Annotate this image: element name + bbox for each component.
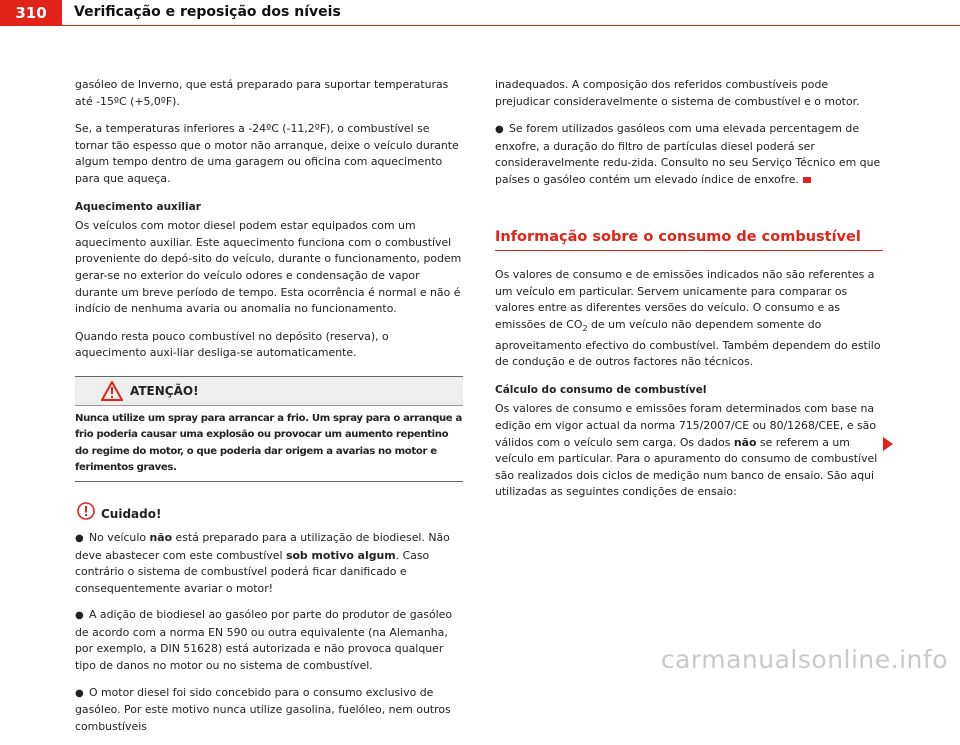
subheading-auxiliary-heating: Aquecimento auxiliar: [75, 200, 201, 213]
paragraph: Se, a temperaturas inferiores a -24ºC (-11,2ºF), o combustível se tornar tão espesso que o motor não arranque, deixe o veículo durante algum tempo dentro de uma garagem ou oficina com aquecimento para que aqueça.: [75, 122, 459, 185]
warning-header: [75, 377, 463, 406]
section-title-fuel-consumption: Informação sobre o consumo de combustível: [495, 229, 883, 252]
bullet-icon: ●: [75, 687, 84, 699]
paragraph: Os valores de consumo e de emissões indicados não são referentes a um veículo em particular. Servem unicamente para comparar os valores entre as diferentes versões do veículo. O consumo e as emissões de $CO_2$ de um veículo não dependem somente do aproveitamento efectivo do combustível. Também dependem do estilo de condução e de outros factores não técnicos.: [495, 268, 881, 369]
paragraph: inadequados. A composição dos referidos combustíveis pode prejudicar consideravelmente o sistema de combustível e o motor.: [495, 78, 860, 108]
paragraph: gasóleo de Inverno, que está preparado para suportar temperaturas até -15ºC (+5,0ºF).: [75, 78, 449, 108]
bullet-icon: ●: [495, 124, 504, 136]
warning-triangle-icon: [101, 381, 123, 401]
page-header: [0, 0, 960, 28]
right-column: [495, 77, 883, 512]
watermark: carmanualsonline.info: [660, 645, 948, 674]
chapter-title: Verificação e reposição dos níveis: [74, 4, 341, 20]
list-item: ● A adição de biodiesel ao gasóleo por parte do produtor de gasóleo de acordo com a norma EN 590 ou outra equivalente (na Alemanha, por exemplo, a DIN 51628) está autorizada e não provoca qualquer tipo de danos no motor ou no sistema de combustível.: [75, 608, 453, 673]
list-item: ● O motor diesel foi sido concebido para o consumo exclusivo de gasóleo. Por este motivo nunca utilize gasolina, fuelóleo, nem outros combustíveis: [75, 685, 451, 733]
bullet-icon: ●: [75, 610, 84, 622]
warning-box: [75, 376, 463, 482]
list-item: ● No veículo não está preparado para a utilização de biodiesel. Não deve abastecer com este combustível sob motivo algum. Caso contrário o sistema de combustível poderá ficar danificado e consequentemente avariar o motor!: [75, 530, 450, 595]
paragraph: Os valores de consumo e emissões foram determinados com base na edição em vigor actual da norma 715/2007/CE ou 80/1268/CEE, e são válidos com o veículo sem carga. Os dados não se referem a um veículo em particular. Para o apuramento do consumo de combustível são realizados dois ciclos de medição num banco de ensaio. São aqui utilizadas as seguintes condições de ensaio:: [495, 402, 878, 499]
caution-title: Cuidado!: [101, 506, 162, 521]
caution-icon: [77, 502, 95, 520]
continue-arrow-icon: [883, 437, 893, 451]
warning-title: ATENÇÃO!: [130, 383, 199, 398]
caution-header: [75, 502, 463, 526]
page-number: 310: [0, 0, 62, 26]
list-item: ● Se forem utilizados gasóleos com uma elevada percentagem de enxofre, a duração do filtro de partículas diesel poderá ser consideravelmente redu-zida. Consulto no seu Serviço Técnico em que países o gasóleo contém um elevado índice de enxofre.: [495, 122, 881, 186]
left-column: [75, 77, 463, 745]
header-divider: [62, 25, 960, 26]
bullet-icon: ●: [75, 532, 84, 544]
section-end-marker: [803, 177, 811, 183]
subheading-consumption-calc: Cálculo do consumo de combustível: [495, 383, 707, 396]
warning-text: Nunca utilize um spray para arrancar a frio. Um spray para o arranque a frio poderia causar uma explosão ou provocar um aumento repentino do regime do motor, o que poderia dar origem a avarias no motor e ferimentos graves.: [75, 412, 462, 474]
paragraph: Os veículos com motor diesel podem estar equipados com um aquecimento auxiliar. Este aquecimento funciona com o combustível proveniente do depó-sito do veículo, durante o funcionamento, podem gerar-se no exterior do veículo odores e condensação de vapor durante um breve período de tempo. Esta ocorrência é normal e não é indício de nenhuma avaria ou anomalia no funcionamento.: [75, 219, 462, 316]
paragraph: Quando resta pouco combustível no depósito (reserva), o aquecimento auxi-liar desliga-se automaticamente.: [75, 329, 389, 360]
